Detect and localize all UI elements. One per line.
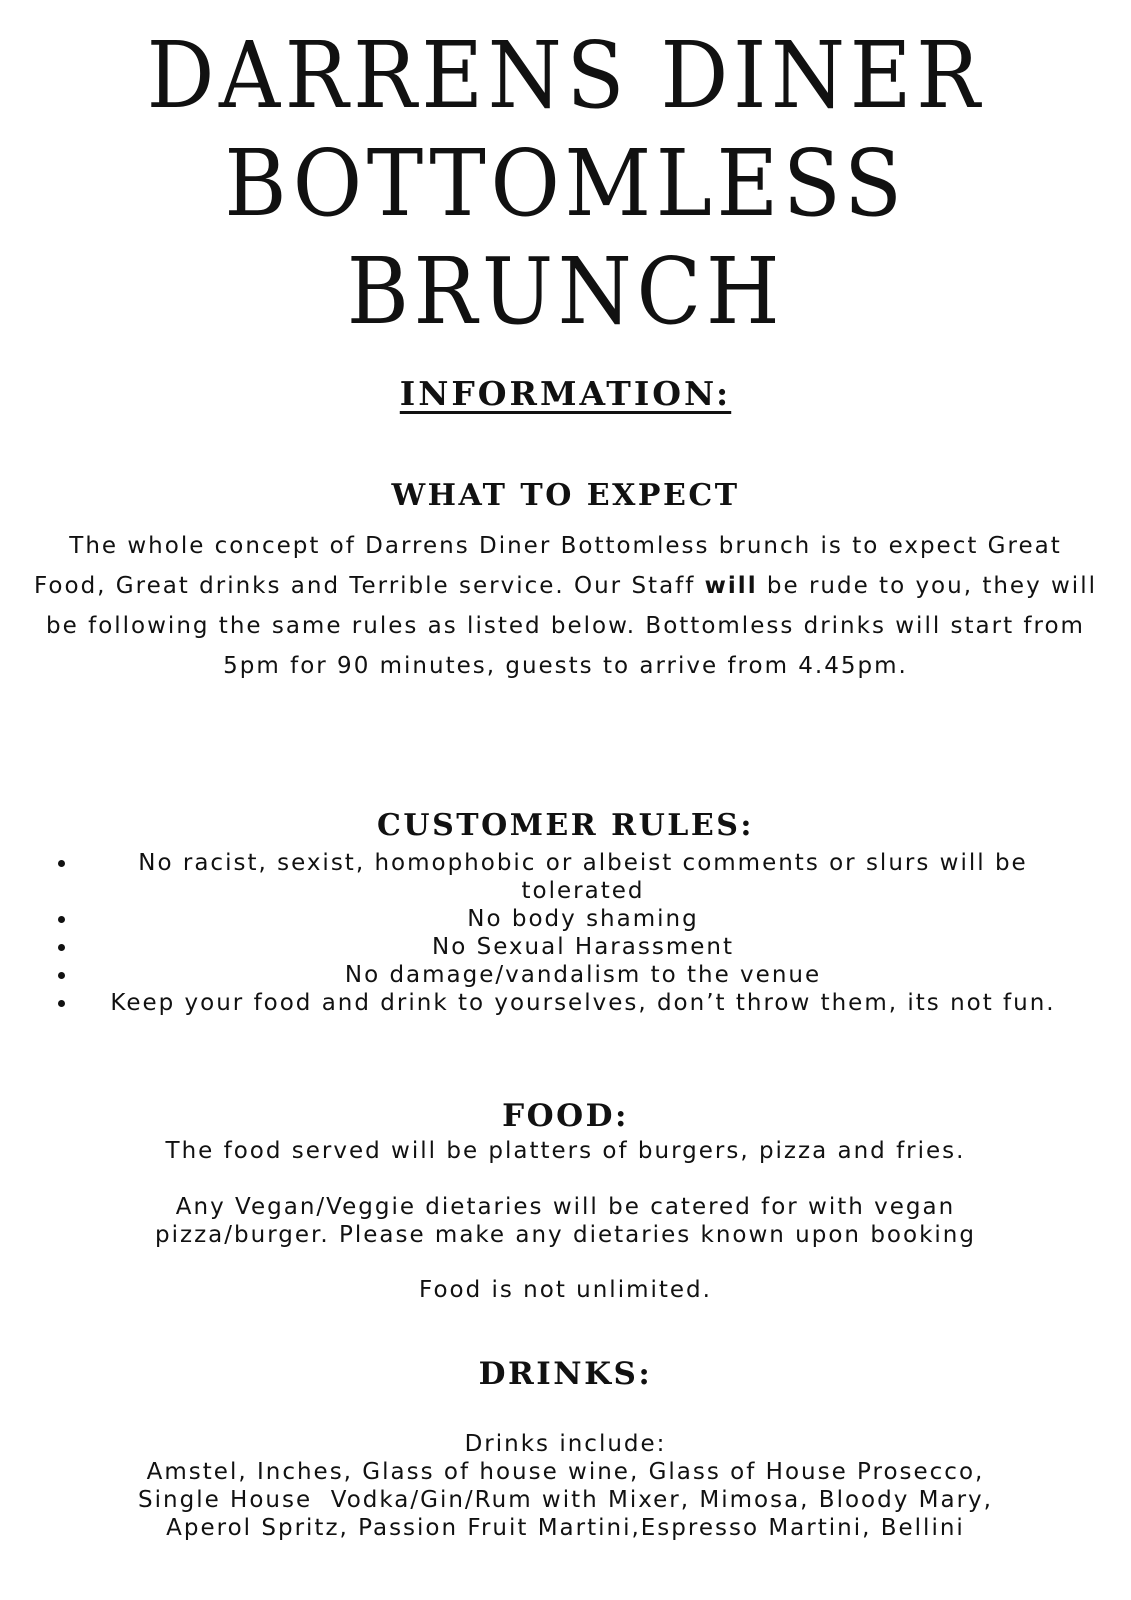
expect-bold-word: will [704, 573, 758, 599]
title-line-3: BRUNCH [346, 238, 785, 345]
customer-rules-heading: CUSTOMER RULES: [377, 808, 754, 843]
expect-text-part-1: The whole concept of Darrens Diner Bottomless brunch is to expect Great Food, Great drinks and Terrible service. Our Staff [34, 533, 1062, 599]
rule-item: • Keep your food and drink to yourselves, don’t throw them, its not fun. [78, 989, 1088, 1017]
information-heading [0, 374, 1131, 413]
customer-rules-list [48, 849, 1088, 1017]
what-to-expect-heading: WHAT TO EXPECT [391, 478, 740, 513]
drinks-line-3: Aperol Spritz, Passion Fruit Martini,Espresso Martini, Bellini [166, 1515, 965, 1541]
what-to-expect-text [30, 526, 1101, 686]
food-paragraph-2-line-1: Any Vegan/Veggie dietaries will be catered for with vegan [175, 1194, 956, 1220]
food-paragraph-1: The food served will be platters of burgers, pizza and fries. [165, 1138, 966, 1164]
drinks-heading: DRINKS: [478, 1356, 653, 1392]
food-paragraph-2-line-2: pizza/burger. Please make any dietaries known upon booking [155, 1222, 976, 1248]
drinks-list [30, 1458, 1101, 1542]
expect-text-part-2: be rude to you, they will be following the same rules as listed below. Bottomless drinks will start from 5pm for 90 minutes, guests to arrive from 4.45pm. [46, 573, 1097, 679]
drinks-line-1: Amstel, Inches, Glass of house wine, Glass of House Prosecco, [146, 1459, 985, 1485]
rule-item: • No body shaming [78, 905, 1088, 933]
rule-item: • No racist, sexist, homophobic or albeist comments or slurs will be tolerated [78, 849, 1088, 905]
information-heading-text: INFORMATION: [399, 374, 732, 413]
food-paragraph-3: Food is not unlimited. [419, 1277, 712, 1303]
food-paragraph-2 [30, 1193, 1101, 1249]
drinks-intro: Drinks include: [464, 1431, 667, 1457]
rule-item: • No damage/vandalism to the venue [78, 961, 1088, 989]
title-line-2: BOTTOMLESS [224, 130, 907, 237]
food-heading: FOOD: [502, 1098, 629, 1134]
drinks-line-2: Single House Vodka/Gin/Rum with Mixer, Mimosa, Bloody Mary, [138, 1487, 993, 1513]
rule-item: • No Sexual Harassment [78, 933, 1088, 961]
title-line-1: DARRENS DINER [146, 22, 985, 129]
